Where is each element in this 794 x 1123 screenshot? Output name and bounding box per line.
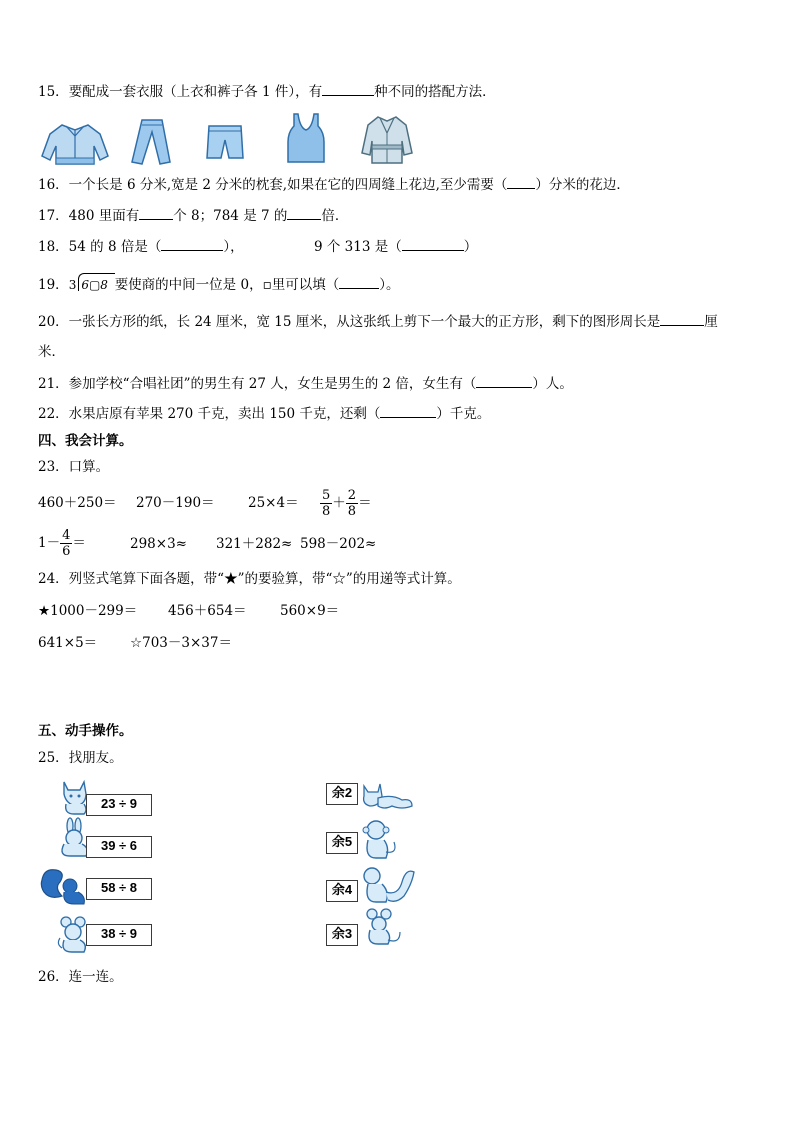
remainder-card[interactable]: 余5 bbox=[326, 818, 418, 860]
written-calc-4: 641×5＝ bbox=[38, 635, 98, 651]
question-17: 17．480 里面有 个 8；784 是 7 的 倍． bbox=[38, 208, 349, 224]
answer-blank[interactable] bbox=[402, 238, 464, 251]
oral-calc-6: 321＋282≈ bbox=[216, 536, 293, 552]
section-heading-4: 四、我会计算。 bbox=[38, 433, 133, 449]
division-card[interactable]: 38 ÷ 9 bbox=[56, 914, 154, 956]
question-20-cont: 米． bbox=[38, 344, 65, 360]
answer-blank[interactable] bbox=[339, 276, 379, 289]
question-16: 16．一个长是 6 分米,宽是 2 分米的枕套,如果在它的四周缝上花边,至少需要（ ）分米的花边． bbox=[38, 177, 630, 193]
monkey-icon bbox=[360, 818, 400, 860]
written-calc-2: 456＋654＝ bbox=[168, 603, 247, 619]
oral-calc-7: 598－202≈ bbox=[300, 536, 377, 552]
question-22: 22．水果店原有苹果 270 千克，卖出 150 千克，还剩（ ）千克。 bbox=[38, 406, 491, 422]
question-19: 19．3 6▢8 要使商的中间一位是 0，▫里可以填（ ）。 bbox=[38, 276, 399, 294]
oral-calc-2: 270－190＝ bbox=[136, 495, 215, 511]
answer-blank[interactable] bbox=[139, 207, 173, 220]
division-card[interactable]: 58 ÷ 8 bbox=[40, 866, 154, 908]
answer-blank[interactable] bbox=[161, 238, 223, 251]
squirrel-icon bbox=[40, 866, 90, 906]
jacket-icon bbox=[40, 122, 110, 166]
oral-calc-1: 460＋250＝ bbox=[38, 495, 117, 511]
oral-calc-5: 298×3≈ bbox=[130, 536, 187, 552]
question-25-title: 25．找朋友。 bbox=[38, 750, 123, 766]
question-26-title: 26．连一连。 bbox=[38, 969, 123, 985]
fox-icon bbox=[358, 780, 414, 814]
answer-blank[interactable] bbox=[322, 83, 374, 96]
answer-blank[interactable] bbox=[507, 176, 535, 189]
long-division: 3 6▢8 bbox=[69, 276, 115, 294]
squirrel-icon bbox=[358, 862, 416, 906]
question-23-title: 23．口算。 bbox=[38, 459, 110, 475]
question-24-title: 24．列竖式笔算下面各题，带“★”的要验算，带“☆”的用递等式计算。 bbox=[38, 571, 461, 587]
question-20: 20．一张长方形的纸，长 24 厘米，宽 15 厘米，从这张纸上剪下一个最大的正方形，剩下的图形周长是 厘 bbox=[38, 314, 718, 330]
division-card[interactable]: 23 ÷ 9 bbox=[56, 776, 154, 818]
fraction: $\frac{5}{8}$ bbox=[322, 488, 331, 519]
answer-blank[interactable] bbox=[287, 207, 321, 220]
written-calc-5: ☆703－3×37＝ bbox=[130, 635, 232, 651]
vest-icon bbox=[286, 112, 326, 164]
remainder-card[interactable]: 余2 bbox=[326, 780, 418, 816]
coat-icon bbox=[360, 115, 414, 165]
question-15: 15．要配成一套衣服（上衣和裤子各 1 件），有 种不同的搭配方法． bbox=[38, 84, 496, 100]
answer-blank[interactable] bbox=[660, 313, 704, 326]
division-bracket bbox=[78, 273, 115, 291]
question-18b: 9 个 313 是（ ） bbox=[314, 239, 478, 255]
answer-blank[interactable] bbox=[476, 375, 532, 388]
trousers-icon bbox=[128, 118, 172, 166]
division-card[interactable]: 39 ÷ 6 bbox=[56, 818, 154, 860]
shorts-icon bbox=[205, 124, 245, 162]
mouse-icon bbox=[360, 906, 404, 948]
oral-calc-fraction-sub: 1－ $\frac{4}{6}$ ＝ bbox=[38, 528, 86, 559]
question-21: 21．参加学校“合唱社团”的男生有 27 人，女生是男生的 2 倍，女生有（ ）人。 bbox=[38, 376, 573, 392]
oral-calc-3: 25×4＝ bbox=[248, 495, 299, 511]
oral-calc-fraction-add: $\frac{5}{8}$ ＋ $\frac{2}{8}$ ＝ bbox=[322, 488, 372, 519]
section-heading-5: 五、动手操作。 bbox=[38, 723, 133, 739]
fraction: $\frac{4}{6}$ bbox=[62, 528, 71, 559]
written-calc-3: 560×9＝ bbox=[280, 603, 340, 619]
written-calc-1: ★1000－299＝ bbox=[38, 603, 138, 619]
fraction: $\frac{2}{8}$ bbox=[347, 488, 357, 519]
remainder-card[interactable]: 余4 bbox=[326, 862, 418, 906]
remainder-card[interactable]: 余3 bbox=[326, 906, 418, 948]
answer-blank[interactable] bbox=[380, 405, 436, 418]
question-18: 18．54 的 8 倍是（ ）， bbox=[38, 239, 244, 255]
